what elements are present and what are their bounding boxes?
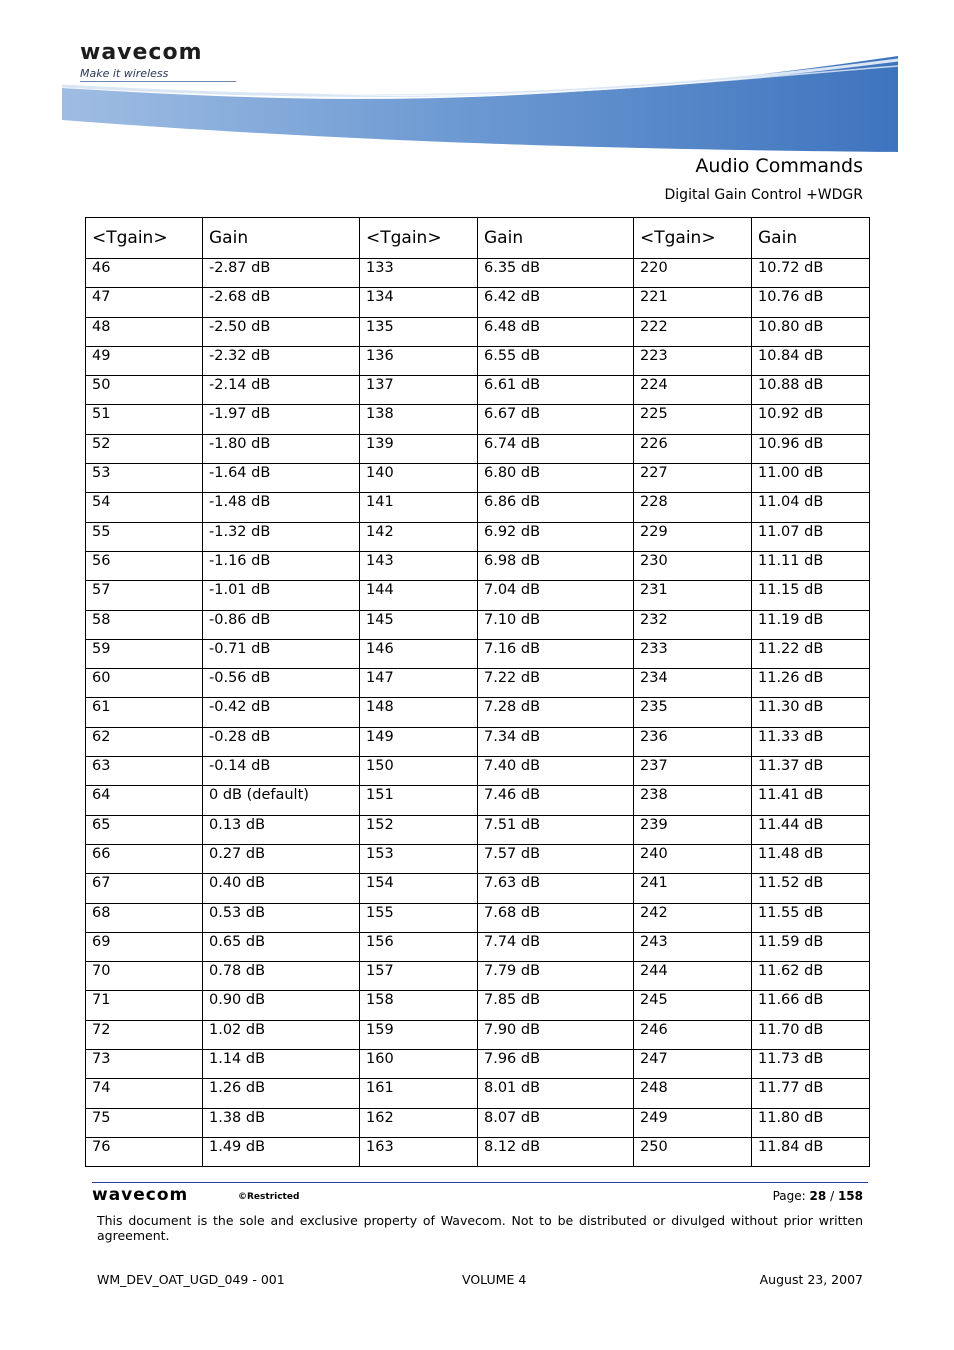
column-header-tgain: <Tgain> bbox=[86, 218, 203, 259]
tgain-cell: 133 bbox=[360, 259, 478, 288]
gain-cell: 11.04 dB bbox=[752, 493, 870, 522]
tgain-cell: 159 bbox=[360, 1020, 478, 1049]
gain-cell: 11.80 dB bbox=[752, 1108, 870, 1137]
tgain-cell: 240 bbox=[634, 844, 752, 873]
gain-cell: 11.30 dB bbox=[752, 698, 870, 727]
table-row bbox=[86, 522, 870, 551]
gain-cell: 1.02 dB bbox=[203, 1020, 360, 1049]
tgain-cell: 163 bbox=[360, 1137, 478, 1166]
gain-cell: 7.90 dB bbox=[478, 1020, 634, 1049]
gain-cell: -2.87 dB bbox=[203, 259, 360, 288]
gain-cell: 6.61 dB bbox=[478, 376, 634, 405]
tgain-cell: 64 bbox=[86, 786, 203, 815]
tgain-cell: 136 bbox=[360, 346, 478, 375]
gain-cell: 0.65 dB bbox=[203, 932, 360, 961]
gain-cell: 11.22 dB bbox=[752, 639, 870, 668]
gain-cell: -1.32 dB bbox=[203, 522, 360, 551]
tgain-cell: 55 bbox=[86, 522, 203, 551]
gain-cell: 7.79 dB bbox=[478, 962, 634, 991]
gain-cell: 11.77 dB bbox=[752, 1079, 870, 1108]
table-row bbox=[86, 288, 870, 317]
gain-cell: 11.52 dB bbox=[752, 874, 870, 903]
gain-cell: -1.48 dB bbox=[203, 493, 360, 522]
gain-cell: 10.84 dB bbox=[752, 346, 870, 375]
gain-cell: 11.26 dB bbox=[752, 669, 870, 698]
gain-cell: -0.42 dB bbox=[203, 698, 360, 727]
tgain-cell: 236 bbox=[634, 727, 752, 756]
gain-cell: 10.80 dB bbox=[752, 317, 870, 346]
table-row bbox=[86, 1079, 870, 1108]
gain-cell: 11.59 dB bbox=[752, 932, 870, 961]
tgain-cell: 227 bbox=[634, 464, 752, 493]
table-row bbox=[86, 1137, 870, 1166]
gain-cell: 8.12 dB bbox=[478, 1137, 634, 1166]
tgain-cell: 246 bbox=[634, 1020, 752, 1049]
gain-cell: 10.76 dB bbox=[752, 288, 870, 317]
tgain-cell: 242 bbox=[634, 903, 752, 932]
tgain-cell: 70 bbox=[86, 962, 203, 991]
tgain-cell: 73 bbox=[86, 1050, 203, 1079]
tgain-cell: 144 bbox=[360, 581, 478, 610]
tgain-cell: 48 bbox=[86, 317, 203, 346]
tgain-cell: 61 bbox=[86, 698, 203, 727]
tgain-cell: 222 bbox=[634, 317, 752, 346]
gain-cell: -1.16 dB bbox=[203, 551, 360, 580]
tgain-cell: 54 bbox=[86, 493, 203, 522]
gain-cell: 11.00 dB bbox=[752, 464, 870, 493]
tgain-cell: 235 bbox=[634, 698, 752, 727]
gain-cell: 11.55 dB bbox=[752, 903, 870, 932]
table-row bbox=[86, 962, 870, 991]
logo-underline bbox=[80, 81, 236, 82]
gain-cell: 0 dB (default) bbox=[203, 786, 360, 815]
gain-cell: 11.62 dB bbox=[752, 962, 870, 991]
table-row bbox=[86, 844, 870, 873]
table-row bbox=[86, 346, 870, 375]
tgain-cell: 142 bbox=[360, 522, 478, 551]
footer-rule bbox=[92, 1182, 868, 1183]
table-row bbox=[86, 698, 870, 727]
tgain-cell: 151 bbox=[360, 786, 478, 815]
table-body bbox=[86, 259, 870, 1167]
table-row bbox=[86, 1108, 870, 1137]
tgain-cell: 139 bbox=[360, 434, 478, 463]
gain-cell: 7.68 dB bbox=[478, 903, 634, 932]
gain-cell: 7.34 dB bbox=[478, 727, 634, 756]
gain-cell: 7.74 dB bbox=[478, 932, 634, 961]
gain-cell: 0.53 dB bbox=[203, 903, 360, 932]
tgain-cell: 66 bbox=[86, 844, 203, 873]
gain-cell: 0.27 dB bbox=[203, 844, 360, 873]
tgain-cell: 250 bbox=[634, 1137, 752, 1166]
tgain-cell: 51 bbox=[86, 405, 203, 434]
table-row bbox=[86, 610, 870, 639]
gain-cell: 7.46 dB bbox=[478, 786, 634, 815]
tgain-cell: 53 bbox=[86, 464, 203, 493]
gain-cell: 11.44 dB bbox=[752, 815, 870, 844]
page-separator: / bbox=[830, 1189, 835, 1203]
table-row bbox=[86, 376, 870, 405]
restricted-label: ©Restricted bbox=[238, 1192, 300, 1202]
tgain-cell: 229 bbox=[634, 522, 752, 551]
tgain-cell: 152 bbox=[360, 815, 478, 844]
gain-cell: 7.16 dB bbox=[478, 639, 634, 668]
tgain-cell: 135 bbox=[360, 317, 478, 346]
gain-cell: 6.35 dB bbox=[478, 259, 634, 288]
volume-label: VOLUME 4 bbox=[462, 1272, 527, 1287]
tgain-cell: 146 bbox=[360, 639, 478, 668]
page-number bbox=[773, 1189, 863, 1203]
gain-cell: 11.11 dB bbox=[752, 551, 870, 580]
tgain-cell: 72 bbox=[86, 1020, 203, 1049]
gain-cell: 7.57 dB bbox=[478, 844, 634, 873]
tgain-cell: 60 bbox=[86, 669, 203, 698]
tgain-cell: 46 bbox=[86, 259, 203, 288]
gain-cell: 0.90 dB bbox=[203, 991, 360, 1020]
table-row bbox=[86, 581, 870, 610]
table-row bbox=[86, 815, 870, 844]
gain-cell: 7.40 dB bbox=[478, 757, 634, 786]
gain-cell: 11.15 dB bbox=[752, 581, 870, 610]
column-header-tgain: <Tgain> bbox=[360, 218, 478, 259]
gain-cell: 0.40 dB bbox=[203, 874, 360, 903]
tgain-cell: 150 bbox=[360, 757, 478, 786]
gain-cell: 11.33 dB bbox=[752, 727, 870, 756]
tgain-cell: 232 bbox=[634, 610, 752, 639]
tgain-cell: 162 bbox=[360, 1108, 478, 1137]
tgain-cell: 50 bbox=[86, 376, 203, 405]
table-row bbox=[86, 405, 870, 434]
tgain-cell: 57 bbox=[86, 581, 203, 610]
document-date: August 23, 2007 bbox=[759, 1272, 863, 1287]
gain-cell: 10.72 dB bbox=[752, 259, 870, 288]
tgain-cell: 220 bbox=[634, 259, 752, 288]
tgain-cell: 145 bbox=[360, 610, 478, 639]
table-row bbox=[86, 1020, 870, 1049]
table-row bbox=[86, 903, 870, 932]
gain-cell: 7.96 dB bbox=[478, 1050, 634, 1079]
gain-cell: 11.48 dB bbox=[752, 844, 870, 873]
tgain-cell: 69 bbox=[86, 932, 203, 961]
tgain-cell: 243 bbox=[634, 932, 752, 961]
gain-cell: 11.70 dB bbox=[752, 1020, 870, 1049]
tgain-cell: 149 bbox=[360, 727, 478, 756]
gain-cell: -2.68 dB bbox=[203, 288, 360, 317]
tgain-cell: 76 bbox=[86, 1137, 203, 1166]
tgain-cell: 249 bbox=[634, 1108, 752, 1137]
gain-cell: 6.98 dB bbox=[478, 551, 634, 580]
table-row bbox=[86, 786, 870, 815]
tgain-cell: 153 bbox=[360, 844, 478, 873]
tgain-cell: 140 bbox=[360, 464, 478, 493]
tgain-cell: 47 bbox=[86, 288, 203, 317]
gain-cell: 0.78 dB bbox=[203, 962, 360, 991]
gain-cell: 6.80 dB bbox=[478, 464, 634, 493]
gain-cell: 11.66 dB bbox=[752, 991, 870, 1020]
gain-cell: 6.48 dB bbox=[478, 317, 634, 346]
subsection-title: Digital Gain Control +WDGR bbox=[664, 187, 863, 203]
tgain-cell: 244 bbox=[634, 962, 752, 991]
tgain-cell: 71 bbox=[86, 991, 203, 1020]
table-row bbox=[86, 464, 870, 493]
table-header-row bbox=[86, 218, 870, 259]
document-reference: WM_DEV_OAT_UGD_049 - 001 bbox=[97, 1272, 285, 1287]
gain-cell: 8.07 dB bbox=[478, 1108, 634, 1137]
tgain-cell: 62 bbox=[86, 727, 203, 756]
column-header-gain: Gain bbox=[478, 218, 634, 259]
tgain-cell: 155 bbox=[360, 903, 478, 932]
tgain-cell: 245 bbox=[634, 991, 752, 1020]
gain-cell: -0.28 dB bbox=[203, 727, 360, 756]
tgain-cell: 58 bbox=[86, 610, 203, 639]
tgain-cell: 161 bbox=[360, 1079, 478, 1108]
tgain-cell: 68 bbox=[86, 903, 203, 932]
tgain-cell: 238 bbox=[634, 786, 752, 815]
tgain-cell: 156 bbox=[360, 932, 478, 961]
tgain-cell: 239 bbox=[634, 815, 752, 844]
gain-cell: 11.84 dB bbox=[752, 1137, 870, 1166]
tgain-cell: 228 bbox=[634, 493, 752, 522]
tgain-cell: 230 bbox=[634, 551, 752, 580]
section-title: Audio Commands bbox=[695, 155, 863, 177]
gain-cell: 7.04 dB bbox=[478, 581, 634, 610]
tgain-cell: 231 bbox=[634, 581, 752, 610]
table-row bbox=[86, 669, 870, 698]
tgain-cell: 148 bbox=[360, 698, 478, 727]
tgain-cell: 158 bbox=[360, 991, 478, 1020]
gain-cell: 6.42 dB bbox=[478, 288, 634, 317]
footer-logo: wavecom bbox=[92, 1185, 189, 1205]
tgain-cell: 52 bbox=[86, 434, 203, 463]
tgain-cell: 154 bbox=[360, 874, 478, 903]
table-row bbox=[86, 727, 870, 756]
gain-cell: -2.32 dB bbox=[203, 346, 360, 375]
gain-cell: -1.01 dB bbox=[203, 581, 360, 610]
table-row bbox=[86, 551, 870, 580]
table-row bbox=[86, 259, 870, 288]
table-row bbox=[86, 434, 870, 463]
table-row bbox=[86, 932, 870, 961]
tgain-cell: 224 bbox=[634, 376, 752, 405]
gain-cell: 6.67 dB bbox=[478, 405, 634, 434]
wavecom-logo bbox=[80, 40, 203, 80]
tgain-cell: 59 bbox=[86, 639, 203, 668]
gain-cell: 6.92 dB bbox=[478, 522, 634, 551]
tgain-cell: 221 bbox=[634, 288, 752, 317]
tgain-cell: 241 bbox=[634, 874, 752, 903]
gain-table bbox=[85, 217, 870, 1167]
gain-cell: 7.63 dB bbox=[478, 874, 634, 903]
tgain-cell: 137 bbox=[360, 376, 478, 405]
table-row bbox=[86, 757, 870, 786]
gain-cell: 0.13 dB bbox=[203, 815, 360, 844]
gain-cell: 1.38 dB bbox=[203, 1108, 360, 1137]
gain-cell: 7.28 dB bbox=[478, 698, 634, 727]
tgain-cell: 49 bbox=[86, 346, 203, 375]
tgain-cell: 248 bbox=[634, 1079, 752, 1108]
gain-cell: 11.73 dB bbox=[752, 1050, 870, 1079]
gain-cell: -2.50 dB bbox=[203, 317, 360, 346]
table-row bbox=[86, 991, 870, 1020]
gain-cell: 6.55 dB bbox=[478, 346, 634, 375]
tgain-cell: 67 bbox=[86, 874, 203, 903]
gain-cell: 11.41 dB bbox=[752, 786, 870, 815]
gain-cell: 7.85 dB bbox=[478, 991, 634, 1020]
gain-cell: 11.37 dB bbox=[752, 757, 870, 786]
tgain-cell: 233 bbox=[634, 639, 752, 668]
gain-cell: -1.80 dB bbox=[203, 434, 360, 463]
gain-cell: 10.92 dB bbox=[752, 405, 870, 434]
gain-cell: 1.14 dB bbox=[203, 1050, 360, 1079]
table-row bbox=[86, 639, 870, 668]
gain-cell: 10.88 dB bbox=[752, 376, 870, 405]
tgain-cell: 226 bbox=[634, 434, 752, 463]
logo-tagline: Make it wireless bbox=[80, 67, 169, 80]
logo-wordmark: wavecom bbox=[80, 40, 203, 65]
gain-cell: 11.19 dB bbox=[752, 610, 870, 639]
tgain-cell: 223 bbox=[634, 346, 752, 375]
confidentiality-notice: This document is the sole and exclusive property of Wavecom. Not to be distributed or divulged without prior written agreement. bbox=[97, 1213, 863, 1243]
tgain-cell: 143 bbox=[360, 551, 478, 580]
gain-cell: 8.01 dB bbox=[478, 1079, 634, 1108]
gain-cell: 7.51 dB bbox=[478, 815, 634, 844]
tgain-cell: 65 bbox=[86, 815, 203, 844]
gain-cell: 10.96 dB bbox=[752, 434, 870, 463]
gain-cell: 7.22 dB bbox=[478, 669, 634, 698]
gain-cell: 1.49 dB bbox=[203, 1137, 360, 1166]
column-header-gain: Gain bbox=[752, 218, 870, 259]
table-row bbox=[86, 1050, 870, 1079]
tgain-cell: 234 bbox=[634, 669, 752, 698]
tgain-cell: 160 bbox=[360, 1050, 478, 1079]
tgain-cell: 134 bbox=[360, 288, 478, 317]
tgain-cell: 147 bbox=[360, 669, 478, 698]
table-row bbox=[86, 874, 870, 903]
gain-cell: -1.64 dB bbox=[203, 464, 360, 493]
page-total: 158 bbox=[837, 1189, 863, 1203]
tgain-cell: 141 bbox=[360, 493, 478, 522]
gain-cell: 6.74 dB bbox=[478, 434, 634, 463]
gain-cell: -1.97 dB bbox=[203, 405, 360, 434]
page-label: Page: bbox=[772, 1189, 806, 1203]
tgain-cell: 74 bbox=[86, 1079, 203, 1108]
table-row bbox=[86, 493, 870, 522]
gain-cell: -0.14 dB bbox=[203, 757, 360, 786]
tgain-cell: 225 bbox=[634, 405, 752, 434]
page-current: 28 bbox=[809, 1189, 827, 1203]
tgain-cell: 247 bbox=[634, 1050, 752, 1079]
tgain-cell: 75 bbox=[86, 1108, 203, 1137]
gain-cell: -2.14 dB bbox=[203, 376, 360, 405]
gain-cell: -0.71 dB bbox=[203, 639, 360, 668]
gain-cell: 1.26 dB bbox=[203, 1079, 360, 1108]
gain-cell: -0.86 dB bbox=[203, 610, 360, 639]
gain-cell: 6.86 dB bbox=[478, 493, 634, 522]
gain-cell: 11.07 dB bbox=[752, 522, 870, 551]
table-row bbox=[86, 317, 870, 346]
header-banner-swoosh bbox=[0, 0, 954, 160]
tgain-cell: 138 bbox=[360, 405, 478, 434]
gain-cell: -0.56 dB bbox=[203, 669, 360, 698]
tgain-cell: 237 bbox=[634, 757, 752, 786]
tgain-cell: 56 bbox=[86, 551, 203, 580]
tgain-cell: 63 bbox=[86, 757, 203, 786]
column-header-tgain: <Tgain> bbox=[634, 218, 752, 259]
gain-cell: 7.10 dB bbox=[478, 610, 634, 639]
tgain-cell: 157 bbox=[360, 962, 478, 991]
column-header-gain: Gain bbox=[203, 218, 360, 259]
